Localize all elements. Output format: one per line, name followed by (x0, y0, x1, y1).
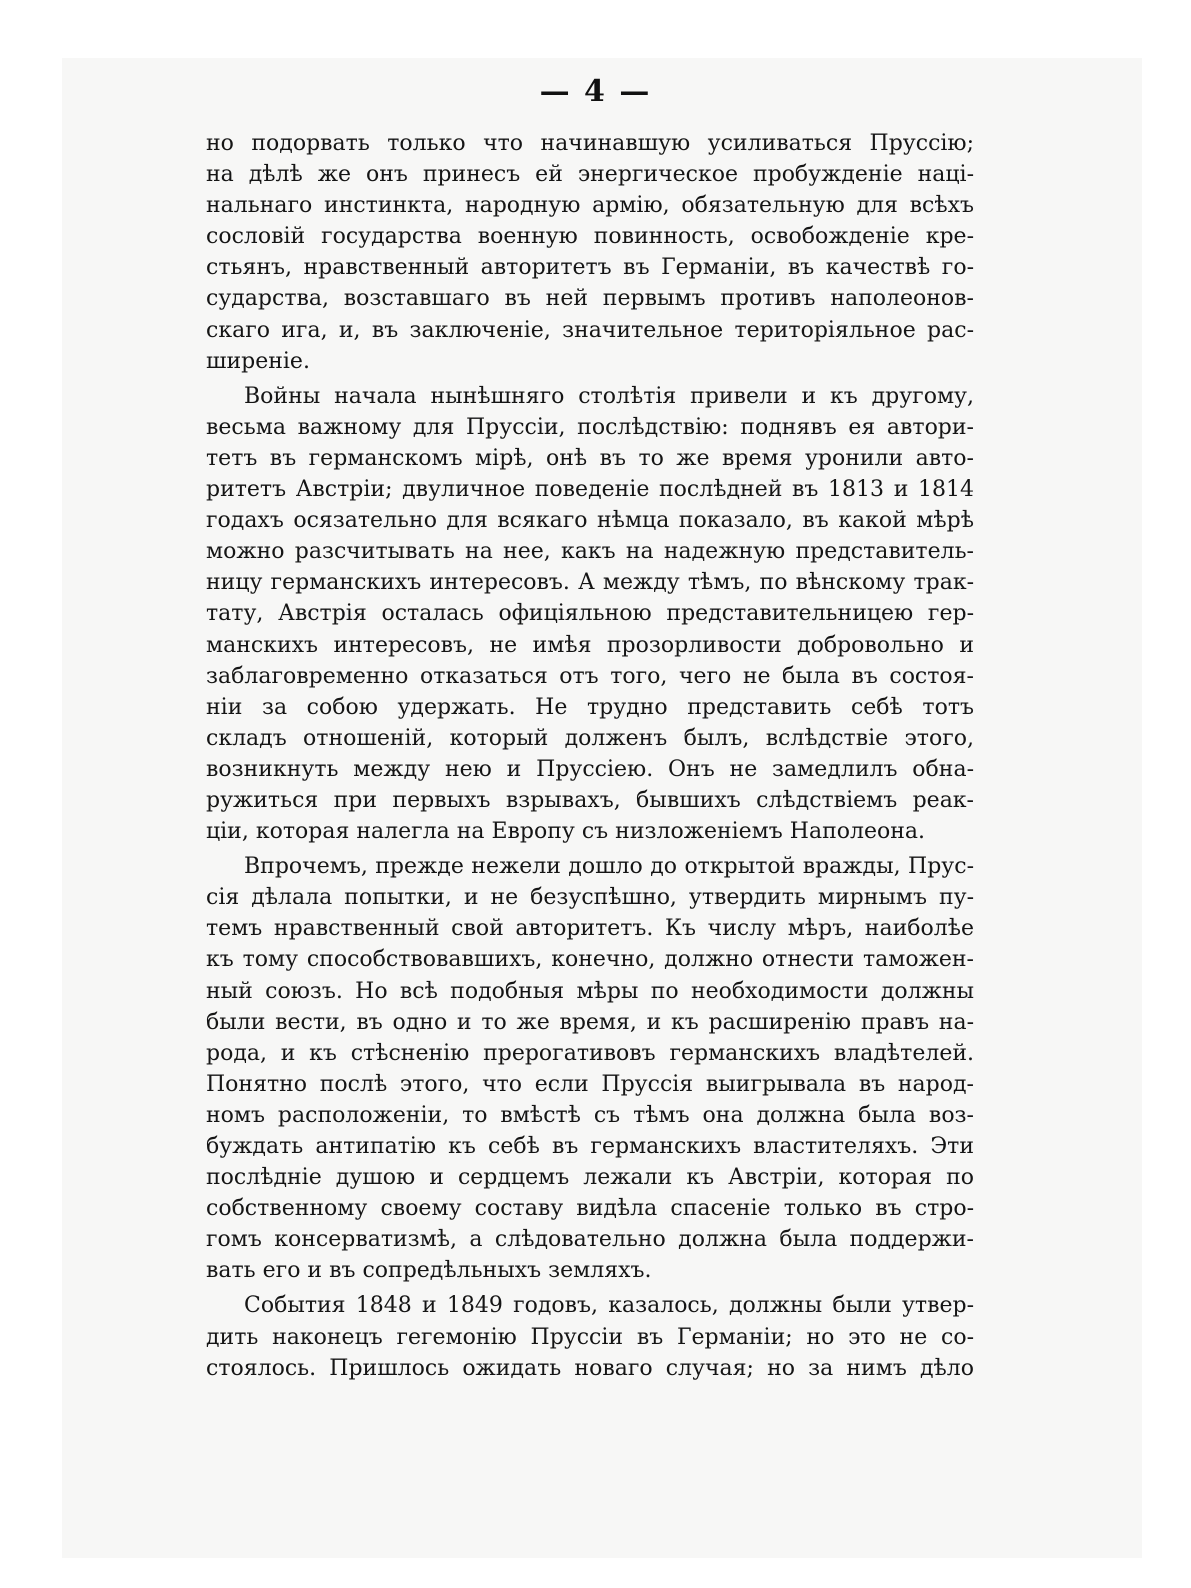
paragraph-2 (206, 381, 974, 847)
text-line: возникнуть между нею и Пруссіею. Онъ не замедлилъ обна- (206, 756, 974, 782)
text-line: скаго ига, и, въ заключеніе, значительное територіяльное рас- (206, 317, 974, 343)
text-line: послѣдніе душою и сердцемъ лежали къ Австріи, которая по (206, 1165, 974, 1191)
text-line: ширеніе. (206, 348, 310, 374)
text-line: ницу германскихъ интересовъ. А между тѣмъ, по вѣнскому трак- (206, 570, 974, 596)
text-line: вать его и въ сопредѣльныхъ земляхъ. (206, 1258, 652, 1284)
text-line: годахъ осязательно для всякаго нѣмца показало, въ какой мѣрѣ (206, 508, 974, 534)
text-line: стоялось. Пришлось ожидать новаго случая; но за нимъ дѣло (206, 1355, 974, 1381)
text-line: тату, Австрія осталась офиціяльною представительницею гер- (206, 601, 974, 627)
text-line: Впрочемъ, прежде нежели дошло до открытой вражды, Прус- (244, 854, 974, 880)
text-line: къ тому способствовавшихъ, конечно, должно отнести таможен- (206, 947, 974, 973)
text-line: собственному своему составу видѣла спасеніе только въ стро- (206, 1196, 974, 1222)
text-line: События 1848 и 1849 годовъ, казалось, должны были утвер- (244, 1293, 974, 1319)
text-line: на дѣлѣ же онъ принесъ ей энергическое пробужденіе наці- (206, 162, 974, 188)
text-line: нальнаго инстинкта, народную армію, обязательную для всѣхъ (206, 193, 974, 219)
text-line: номъ расположеніи, то вмѣстѣ съ тѣмъ она должна была воз- (206, 1102, 974, 1128)
text-line: ціи, которая налегла на Европу съ низложеніемъ Наполеона. (206, 819, 926, 845)
text-line: можно разсчитывать на нее, какъ на надежную представитель- (206, 539, 974, 565)
text-line: Войны начала нынѣшняго столѣтія привели и къ другому, (244, 383, 974, 409)
text-line: дить наконецъ гегемонію Пруссіи въ Германіи; но это не со- (206, 1324, 974, 1350)
text-line: буждать антипатію къ себѣ въ германскихъ властителяхъ. Эти (206, 1134, 974, 1159)
body-text (206, 128, 974, 1388)
text-line: рода, и къ стѣсненію прерогативовъ германскихъ владѣтелей. (206, 1040, 974, 1066)
page-number: — 4 — (539, 74, 652, 109)
text-line: ритетъ Австріи; двуличное поведеніе послѣдней въ 1813 и 1814 (206, 477, 974, 503)
paragraph-4 (206, 1290, 974, 1383)
text-line: Понятно послѣ этого, что если Пруссія выигрывала въ народ- (206, 1071, 974, 1097)
text-line: ный союзъ. Но всѣ подобныя мѣры по необходимости должны (206, 978, 974, 1004)
text-line: весьма важному для Пруссіи, послѣдствію: поднявъ ея автори- (206, 414, 974, 440)
text-line: ружиться при первыхъ взрывахъ, бывшихъ слѣдствіемъ реак- (206, 787, 974, 813)
text-line: темъ нравственный свой авторитетъ. Къ числу мѣръ, наиболѣе (206, 916, 974, 942)
text-line: ніи за собою удержать. Не трудно представить себѣ тотъ (206, 694, 974, 720)
text-line: тетъ въ германскомъ мірѣ, онѣ въ то же время уронили авто- (206, 445, 974, 471)
text-line: заблаговременно отказаться отъ того, чего не была въ состоя- (206, 663, 974, 689)
text-line: стьянъ, нравственный авторитетъ въ Германіи, въ качествѣ го- (206, 255, 974, 281)
text-line: но подорвать только что начинавшую усиливаться Пруссію; (206, 131, 974, 156)
text-line: манскихъ интересовъ, не имѣя прозорливости добровольно и (206, 632, 974, 658)
paragraph-3 (206, 851, 974, 1286)
text-line: сословій государства военную повинность, освобожденіе кре- (206, 224, 974, 250)
text-line: сія дѣлала попытки, и не безуспѣшно, утвердить мирнымъ пу- (206, 885, 974, 911)
paragraph-1 (206, 128, 974, 377)
text-line: сударства, возставшаго въ ней первымъ противъ наполеонов- (206, 286, 974, 312)
text-line: гомъ консерватизмѣ, а слѣдовательно должна была поддержи- (206, 1227, 974, 1253)
text-line: складъ отношеній, который долженъ былъ, вслѣдствіе этого, (206, 725, 974, 751)
text-line: были вести, въ одно и то же время, и къ расширенію правъ на- (206, 1009, 974, 1035)
